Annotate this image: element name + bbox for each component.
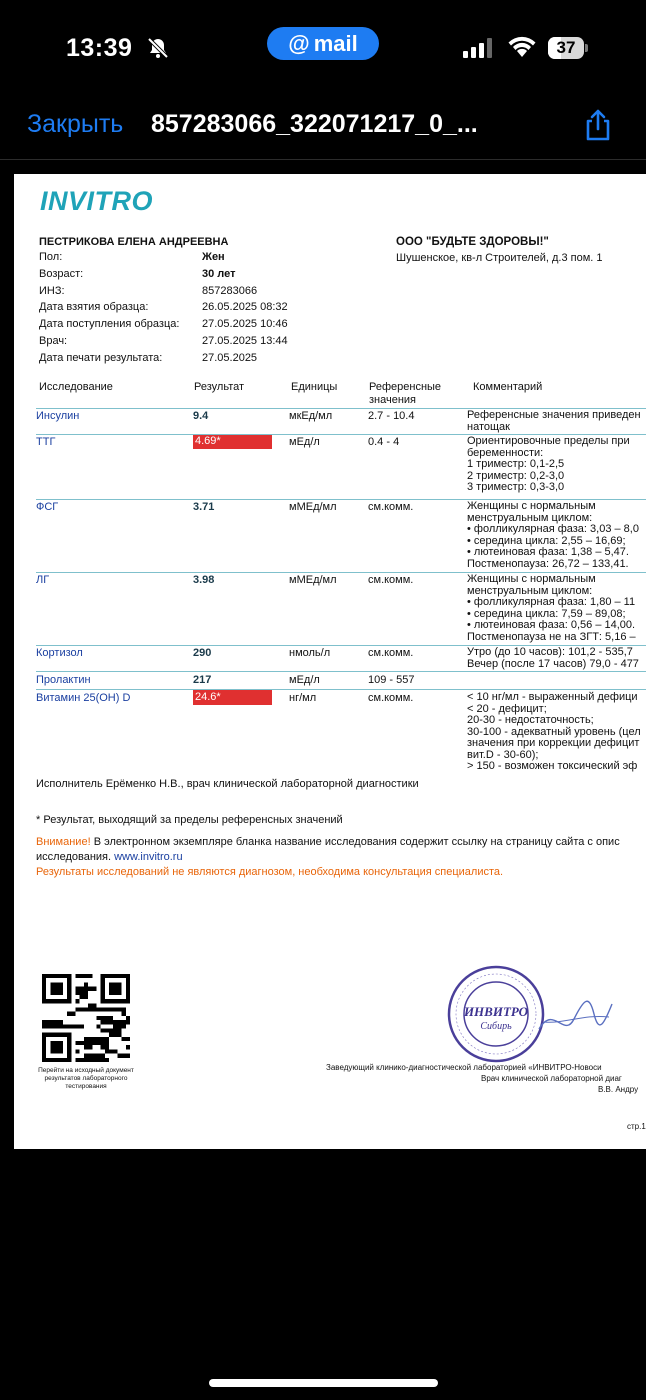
head-of-lab-name: В.В. Андру	[598, 1085, 639, 1094]
comment-line: 30-100 - адекватный уровень (цел	[467, 725, 641, 738]
test-name-link[interactable]: Кортизол	[36, 647, 83, 659]
comment-line: 2 триместр: 0,2-3,0	[467, 469, 565, 482]
comment-line: < 10 нг/мл - выраженный дефици	[467, 691, 638, 703]
comment-line: Ориентировочные пределы при	[467, 435, 630, 447]
close-button[interactable]: Закрыть	[27, 110, 124, 138]
comment-line: 3 триместр: 0,3-3,0	[467, 481, 565, 493]
info-row: ИНЗ: 857283066	[39, 284, 258, 297]
patient-name: ПЕСТРИКОВА ЕЛЕНА АНДРЕЕВНА	[39, 236, 229, 248]
page-number: стр.1	[627, 1122, 646, 1131]
invitro-logo: INVITRO	[40, 186, 154, 216]
wifi-icon	[507, 36, 537, 58]
organization-address: Шушенское, кв-л Строителей, д.3 пом. 1	[396, 252, 603, 264]
lab-stamp	[446, 964, 546, 1064]
comment-line: • середина цикла: 7,59 – 89,08;	[467, 607, 626, 620]
qr-code[interactable]	[42, 974, 130, 1062]
comment-line: > 150 - возможен токсический эф	[467, 760, 638, 772]
qr-caption: Перейти на исходный документ результатов лабораторного тестирования	[38, 1067, 134, 1090]
comment-line: натощак	[467, 420, 510, 433]
result-value: 290	[193, 647, 212, 659]
home-indicator[interactable]	[209, 1379, 438, 1387]
comment-line: • лютеиновая фаза: 0,56 – 14,00.	[467, 619, 636, 631]
comment-line: • фолликулярная фаза: 1,80 – 11	[467, 596, 636, 608]
result-units: мкЕд/мл	[289, 410, 333, 422]
reference-range: см.комм.	[368, 692, 414, 704]
clock: 13:39	[66, 34, 133, 62]
table-divider	[36, 572, 646, 573]
svg-text:Сибирь: Сибирь	[480, 1021, 512, 1032]
result-units: мЕд/л	[289, 674, 320, 686]
reference-range: 109 - 557	[368, 674, 415, 686]
share-icon[interactable]	[581, 108, 615, 142]
result-value: 217	[193, 674, 212, 686]
result-comment	[467, 692, 646, 773]
result-comment	[467, 574, 646, 643]
viewer-nav-bar	[0, 96, 646, 160]
result-comment	[467, 647, 646, 670]
comment-line: беременности:	[467, 446, 544, 459]
comment-line: 20-30 - недостаточность;	[467, 714, 594, 726]
result-units: мМЕд/мл	[289, 501, 337, 513]
comment-line: Вечер (после 17 часов) 79,0 - 477	[467, 657, 639, 670]
signature	[534, 984, 614, 1044]
table-divider	[36, 434, 646, 435]
test-name-link[interactable]: ТТГ	[36, 436, 56, 448]
table-divider	[36, 689, 646, 690]
result-comment	[467, 436, 646, 494]
comment-line: Утро (до 10 часов): 101,2 - 535,7	[467, 646, 633, 658]
test-name-link[interactable]: ЛГ	[36, 574, 50, 586]
result-comment	[467, 410, 646, 433]
cellular-signal-icon	[463, 38, 493, 58]
result-units: мЕд/л	[289, 436, 320, 448]
test-name-link[interactable]: Инсулин	[36, 410, 80, 422]
table-divider	[36, 499, 646, 500]
comment-line: 1 триместр: 0,1-2,5	[467, 458, 565, 470]
executor-line: Исполнитель Ерёменко Н.В., врач клинической лабораторной диагностики	[36, 778, 419, 790]
comment-line: вит.D - 30-60);	[467, 748, 539, 761]
reference-range: см.комм.	[368, 647, 414, 659]
result-comment	[467, 501, 646, 570]
result-value-flagged: 24.6*	[193, 690, 272, 705]
test-name-link[interactable]: ФСГ	[36, 501, 59, 513]
test-name-link[interactable]: Пролактин	[36, 674, 91, 686]
reference-range: см.комм.	[368, 574, 414, 586]
result-units: нг/мл	[289, 692, 317, 704]
invitro-link[interactable]: www.invitro.ru	[114, 851, 183, 863]
comment-line: менструальным циклом:	[467, 584, 593, 597]
result-units: мМЕд/мл	[289, 574, 337, 586]
battery-icon: 37	[548, 37, 588, 59]
info-row: Возраст: 30 лет	[39, 267, 236, 280]
info-row: Дата поступления образца: 27.05.2025 10:46	[39, 318, 288, 331]
comment-line: Женщины с нормальным	[467, 500, 596, 512]
comment-line: • лютеиновая фаза: 1,38 – 5,47.	[467, 546, 629, 558]
svg-text:ИНВИТРО: ИНВИТРО	[463, 1004, 529, 1019]
file-title: 857283066_322071217_0_...	[151, 110, 478, 138]
footnote: * Результат, выходящий за пределы референсных значений	[36, 814, 343, 826]
notice: Внимание! В электронном экземпляре бланка название исследования содержит ссылку на страницу сайта с опис исследования. www.invitro.ru Результаты исследований не являются диагнозом, необходима консультация специалиста.	[36, 836, 620, 878]
result-units: нмоль/л	[289, 647, 331, 659]
head-of-lab-title: Врач клинической лабораторной диаг	[481, 1074, 622, 1083]
info-row: Дата взятия образца: 26.05.2025 08:32	[39, 301, 288, 314]
test-name-link[interactable]: Витамин 25(OH) D	[36, 692, 131, 704]
result-value: 3.71	[193, 501, 215, 513]
comment-line: Женщины с нормальным	[467, 573, 596, 585]
comment-line: • середина цикла: 2,55 – 16,69;	[467, 534, 626, 547]
reference-range: 0.4 - 4	[368, 436, 400, 448]
head-of-lab-line: Заведующий клинико-диагностической лабораторией «ИНВИТРО-Новоси	[326, 1063, 602, 1072]
result-value-flagged: 4.69*	[193, 434, 272, 449]
at-icon: @	[288, 30, 310, 56]
pdf-document-page[interactable]: INVITRO ПЕСТРИКОВА ЕЛЕНА АНДРЕЕВНА ООО "БУДЬТЕ ЗДОРОВЫ!" Шушенское, кв-л Строителей, д.3 пом. 1 Пол: Жен Возраст: 30 лет ИНЗ: 857283066 Дата взятия образца: 26.05.2025 08:32 Дата поступления образца: 27.05.2025 10:46 Врач: 27.05.2025 13:44 Дата печати результата: 27.05.2025 Исследование Результат Единицы Референсные значения Комментарий Инсулин 9.4 мкЕд/мл 2.7 - 10.4 Референсные значения приведен натощак ТТГ 4.69* мЕд/л 0.4 - 4 Ориентировочные пределы при беременности: 1 триместр: 0,1-2,5 2 триместр: 0,2-3,0 3 триместр: 0,3-3,0 ФСГ 3.71 мМЕд/мл см.комм. Женщины с нормальным менструальным циклом: • фолликулярная фаза: 3,03 – 8,0 • середина цикла: 2,55 – 16,69; • лютеиновая фаза: 1,38 – 5,47. Постменопауза: 26,72 – 133,41. ЛГ 3.98 мМЕд/мл см.комм. Женщины с нормальным менструальным циклом: • фолликулярная фаза: 1,80 – 11 • середина цикла: 7,59 – 89,08; • лютеиновая фаза: 0,56 – 14,00. Постменопауза не на ЗГТ: 5,16 – Кортизол 290 нмоль/л см.комм. Утро (до 10 часов): 101,2 - 535,7 Вечер (после 17 часов) 79,0 - 477 Пролактин 217 мЕд/л 109 - 557 Витамин 25(OH) D 24.6* нг/мл см.комм. < 10 нг/мл - выраженный дефици < 20 - дефицит; 20-30 - недостаточность; 30-100 - адекватный уровень (цел значения при коррекции дефицит вит.D - 30-60); > 150 - возможен токсический эф Исполнитель Ерёменко Н.В., врач клинической лабораторной диагностики * Результат, выходящий за пределы референсных значений Внимание! В электронном экземпляре бланка название исследования содержит ссылку на страницу сайта с опис исследования. www.invitro.ru Результаты исследований не являются диагнозом, необходима консультация специалиста. Перейти на исходный документ результатов лабораторного тестирования ИНВИТРО Сибирь Заведующий клинико-диагностической лабораторией «ИНВИТРО-Новоси Врач клинической лабораторной диаг В.В. Андру стр.1	[14, 174, 646, 1149]
info-row: Дата печати результата: 27.05.2025	[39, 351, 258, 364]
comment-line: Постменопауза не на ЗГТ: 5,16 –	[467, 630, 636, 643]
comment-line: Постменопауза: 26,72 – 133,41.	[467, 557, 629, 570]
comment-line: • фолликулярная фаза: 3,03 – 8,0	[467, 523, 639, 535]
reference-range: см.комм.	[368, 501, 414, 513]
comment-line: Референсные значения приведен	[467, 409, 641, 421]
comment-line: менструальным циклом:	[467, 511, 593, 524]
reference-range: 2.7 - 10.4	[368, 410, 415, 422]
comment-line: < 20 - дефицит;	[467, 702, 547, 715]
mail-app-indicator[interactable]: @ mail	[267, 27, 379, 60]
info-row: Врач: 27.05.2025 13:44	[39, 334, 288, 347]
status-bar	[0, 0, 646, 96]
result-value: 3.98	[193, 574, 215, 586]
patient-info	[39, 251, 288, 369]
info-row: Пол: Жен	[39, 251, 225, 263]
result-value: 9.4	[193, 410, 209, 422]
table-divider	[36, 671, 646, 672]
comment-line: значения при коррекции дефицит	[467, 737, 640, 749]
organization-name: ООО "БУДЬТЕ ЗДОРОВЫ!"	[396, 236, 549, 248]
bell-slash-icon	[146, 36, 170, 60]
table-divider	[36, 645, 646, 646]
